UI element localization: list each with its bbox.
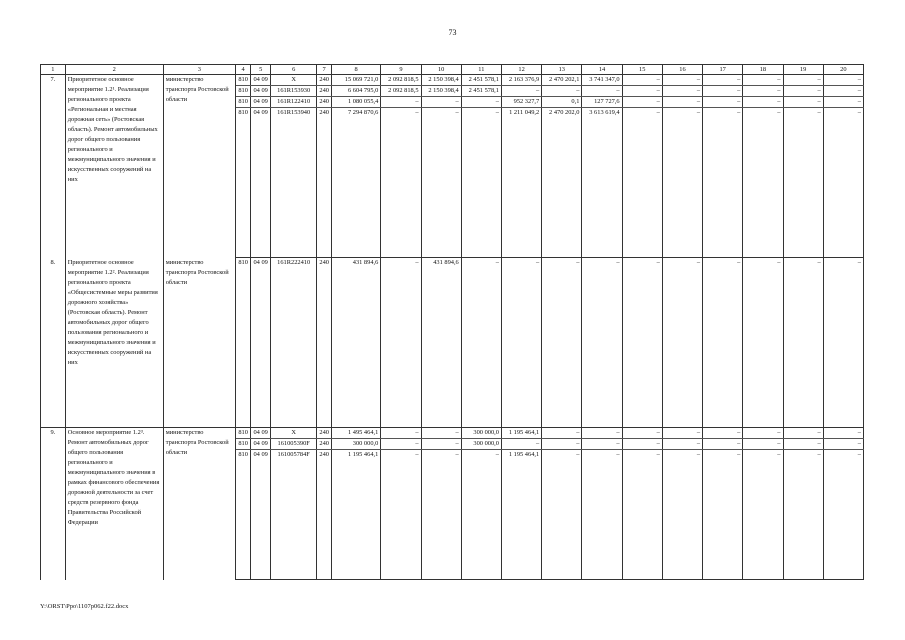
- table-cell: 240: [317, 108, 331, 258]
- table-cell: –: [823, 450, 863, 580]
- column-number: 20: [823, 65, 863, 75]
- table-cell: 04 09: [251, 86, 271, 97]
- table-row: [41, 428, 864, 439]
- table-cell: –: [743, 108, 783, 258]
- table-cell: 2 150 398,4: [421, 86, 461, 97]
- table-cell: –: [703, 428, 743, 439]
- table-cell: 161R222410: [270, 258, 316, 428]
- table-cell: –: [743, 75, 783, 86]
- table-cell: 240: [317, 439, 331, 450]
- row-number: 7.: [41, 75, 66, 258]
- table-row: [41, 75, 864, 86]
- row-number: 8.: [41, 258, 66, 428]
- table-cell: 04 09: [251, 108, 271, 258]
- table-cell: 161005784F: [270, 450, 316, 580]
- table-cell: 952 327,7: [501, 97, 541, 108]
- table-cell: –: [662, 97, 702, 108]
- table-cell: –: [783, 108, 823, 258]
- table-cell: –: [783, 75, 823, 86]
- table-cell: 300 000,0: [331, 439, 381, 450]
- row-number: 9.: [41, 428, 66, 580]
- column-number: 18: [743, 65, 783, 75]
- table-cell: –: [582, 258, 622, 428]
- table-cell: –: [703, 97, 743, 108]
- event-description: Приоритетное основное мероприятие 1.2¹. Реализация регионального проекта «Региональная и местная дорожная сеть» (Ростовская область). Ремонт автомобильных дорог общего пользования регионального и межмуниципального значения и искусственных сооружений на них: [65, 75, 163, 258]
- table-cell: –: [823, 86, 863, 97]
- table-cell: 2 150 398,4: [421, 75, 461, 86]
- table-cell: 3 741 347,0: [582, 75, 622, 86]
- table-cell: 300 000,0: [461, 439, 501, 450]
- table-cell: 810: [235, 75, 250, 86]
- table-cell: 04 09: [251, 75, 271, 86]
- table-cell: 04 09: [251, 428, 271, 439]
- table-cell: –: [703, 86, 743, 97]
- table-cell: –: [381, 258, 421, 428]
- table-cell: 300 000,0: [461, 428, 501, 439]
- responsible-executor: министерство транспорта Ростовской области: [163, 428, 235, 580]
- table-cell: –: [622, 75, 662, 86]
- column-number: 9: [381, 65, 421, 75]
- table-cell: 2 470 202,1: [542, 75, 582, 86]
- column-number: 6: [270, 65, 316, 75]
- table-cell: 161R122410: [270, 97, 316, 108]
- table-cell: 3 613 619,4: [582, 108, 622, 258]
- table-cell: 0,1: [542, 97, 582, 108]
- table-cell: –: [662, 75, 702, 86]
- table-cell: –: [662, 439, 702, 450]
- table-cell: –: [461, 258, 501, 428]
- column-number: 15: [622, 65, 662, 75]
- responsible-executor: министерство транспорта Ростовской области: [163, 258, 235, 428]
- table-cell: 2 470 202,0: [542, 108, 582, 258]
- column-number: 2: [65, 65, 163, 75]
- table-cell: 810: [235, 108, 250, 258]
- table-cell: –: [662, 108, 702, 258]
- table-cell: –: [783, 97, 823, 108]
- table-cell: –: [582, 439, 622, 450]
- column-number: 7: [317, 65, 331, 75]
- table-cell: –: [582, 86, 622, 97]
- column-number: 8: [331, 65, 381, 75]
- table-cell: –: [501, 258, 541, 428]
- table-cell: –: [662, 258, 702, 428]
- table-cell: –: [703, 108, 743, 258]
- table-cell: –: [823, 97, 863, 108]
- table-cell: –: [421, 428, 461, 439]
- table-cell: –: [662, 450, 702, 580]
- table-cell: –: [501, 86, 541, 97]
- table-cell: 240: [317, 75, 331, 86]
- column-number: 12: [501, 65, 541, 75]
- table-cell: 240: [317, 428, 331, 439]
- table-cell: –: [381, 108, 421, 258]
- table-cell: 2 092 818,5: [381, 75, 421, 86]
- table-cell: 161R153940: [270, 108, 316, 258]
- table-cell: –: [542, 86, 582, 97]
- table-cell: –: [421, 439, 461, 450]
- table-cell: –: [501, 439, 541, 450]
- table-cell: –: [743, 258, 783, 428]
- table-cell: –: [582, 428, 622, 439]
- table-cell: X: [270, 75, 316, 86]
- table-row: [41, 258, 864, 428]
- table-cell: –: [622, 108, 662, 258]
- table-cell: –: [783, 258, 823, 428]
- table-cell: –: [743, 86, 783, 97]
- table-cell: –: [622, 97, 662, 108]
- table-cell: –: [381, 450, 421, 580]
- column-number: 17: [703, 65, 743, 75]
- table-cell: –: [381, 428, 421, 439]
- table-cell: 1 080 055,4: [331, 97, 381, 108]
- table-cell: 2 092 818,5: [381, 86, 421, 97]
- table-cell: 161R153930: [270, 86, 316, 97]
- table-cell: 810: [235, 97, 250, 108]
- column-number: 13: [542, 65, 582, 75]
- table-cell: –: [662, 86, 702, 97]
- table-cell: 240: [317, 97, 331, 108]
- table-cell: –: [622, 439, 662, 450]
- table-cell: –: [461, 450, 501, 580]
- table-cell: –: [542, 439, 582, 450]
- column-number: 4: [235, 65, 250, 75]
- table-cell: –: [421, 97, 461, 108]
- table-cell: 1 495 464,1: [331, 428, 381, 439]
- table-cell: 810: [235, 86, 250, 97]
- column-number: 10: [421, 65, 461, 75]
- table-cell: 2 451 578,1: [461, 75, 501, 86]
- table-cell: –: [783, 439, 823, 450]
- column-number: 5: [251, 65, 271, 75]
- event-description: Приоритетное основное мероприятие 1.2². Реализация регионального проекта «Общесистемные меры развития дорожного хозяйства» (Ростовская область). Ремонт автомобильных дорог общего пользования регионального и межмуниципального значения и искусственных сооружений на них: [65, 258, 163, 428]
- column-number: 3: [163, 65, 235, 75]
- responsible-executor: министерство транспорта Ростовской области: [163, 75, 235, 258]
- table-cell: 2 163 376,9: [501, 75, 541, 86]
- table-cell: –: [823, 439, 863, 450]
- table-cell: 240: [317, 450, 331, 580]
- budget-table: [40, 64, 864, 580]
- table-cell: 810: [235, 450, 250, 580]
- table-cell: –: [542, 428, 582, 439]
- table-cell: 1 195 464,1: [501, 428, 541, 439]
- column-number: 19: [783, 65, 823, 75]
- table-cell: –: [622, 86, 662, 97]
- column-number: 14: [582, 65, 622, 75]
- table-cell: 810: [235, 439, 250, 450]
- column-number-row: [41, 65, 864, 75]
- table-cell: 04 09: [251, 258, 271, 428]
- table-cell: –: [461, 97, 501, 108]
- table-cell: –: [461, 108, 501, 258]
- table-cell: –: [662, 428, 702, 439]
- table-cell: –: [703, 450, 743, 580]
- table-cell: –: [823, 428, 863, 439]
- table-cell: 04 09: [251, 450, 271, 580]
- table-cell: 431 894,6: [331, 258, 381, 428]
- table-cell: 04 09: [251, 97, 271, 108]
- table-cell: –: [743, 450, 783, 580]
- table-cell: –: [703, 439, 743, 450]
- table-cell: –: [743, 439, 783, 450]
- table-cell: –: [542, 450, 582, 580]
- event-description: Основное мероприятие 1.2³. Ремонт автомобильных дорог общего пользования регионального и межмуниципального значения в рамках финансового обеспечения дорожной деятельности за счет средств резервного фонда Правительства Российской Федерации: [65, 428, 163, 580]
- table-cell: 15 069 721,0: [331, 75, 381, 86]
- table-cell: 810: [235, 258, 250, 428]
- column-number: 16: [662, 65, 702, 75]
- table-cell: –: [703, 258, 743, 428]
- table-cell: –: [381, 439, 421, 450]
- table-cell: –: [783, 86, 823, 97]
- table-cell: –: [582, 450, 622, 580]
- table-cell: 6 604 795,0: [331, 86, 381, 97]
- table-cell: –: [622, 258, 662, 428]
- table-cell: –: [783, 450, 823, 580]
- table-cell: –: [743, 428, 783, 439]
- table-cell: –: [381, 97, 421, 108]
- page-number: 73: [448, 28, 457, 37]
- table-cell: –: [542, 258, 582, 428]
- table-cell: 161005390F: [270, 439, 316, 450]
- table-cell: 1 195 464,1: [331, 450, 381, 580]
- table-cell: –: [743, 97, 783, 108]
- table-cell: –: [823, 108, 863, 258]
- table-cell: –: [622, 450, 662, 580]
- table-cell: –: [421, 108, 461, 258]
- table-cell: –: [783, 428, 823, 439]
- column-number: 11: [461, 65, 501, 75]
- file-path: Y:\ORST\Ppo\1107p062.f22.docx: [40, 603, 129, 610]
- table-cell: 240: [317, 258, 331, 428]
- table-cell: 431 894,6: [421, 258, 461, 428]
- table-cell: –: [421, 450, 461, 580]
- column-number: 1: [41, 65, 66, 75]
- table-cell: 127 727,6: [582, 97, 622, 108]
- table-cell: –: [703, 75, 743, 86]
- table-cell: –: [622, 428, 662, 439]
- table-cell: 240: [317, 86, 331, 97]
- table-cell: 2 451 578,1: [461, 86, 501, 97]
- table-cell: 1 195 464,1: [501, 450, 541, 580]
- table-cell: X: [270, 428, 316, 439]
- table-cell: –: [823, 258, 863, 428]
- table-cell: 04 09: [251, 439, 271, 450]
- table-cell: 810: [235, 428, 250, 439]
- table-cell: 7 294 870,6: [331, 108, 381, 258]
- table-cell: 1 211 049,2: [501, 108, 541, 258]
- table-cell: –: [823, 75, 863, 86]
